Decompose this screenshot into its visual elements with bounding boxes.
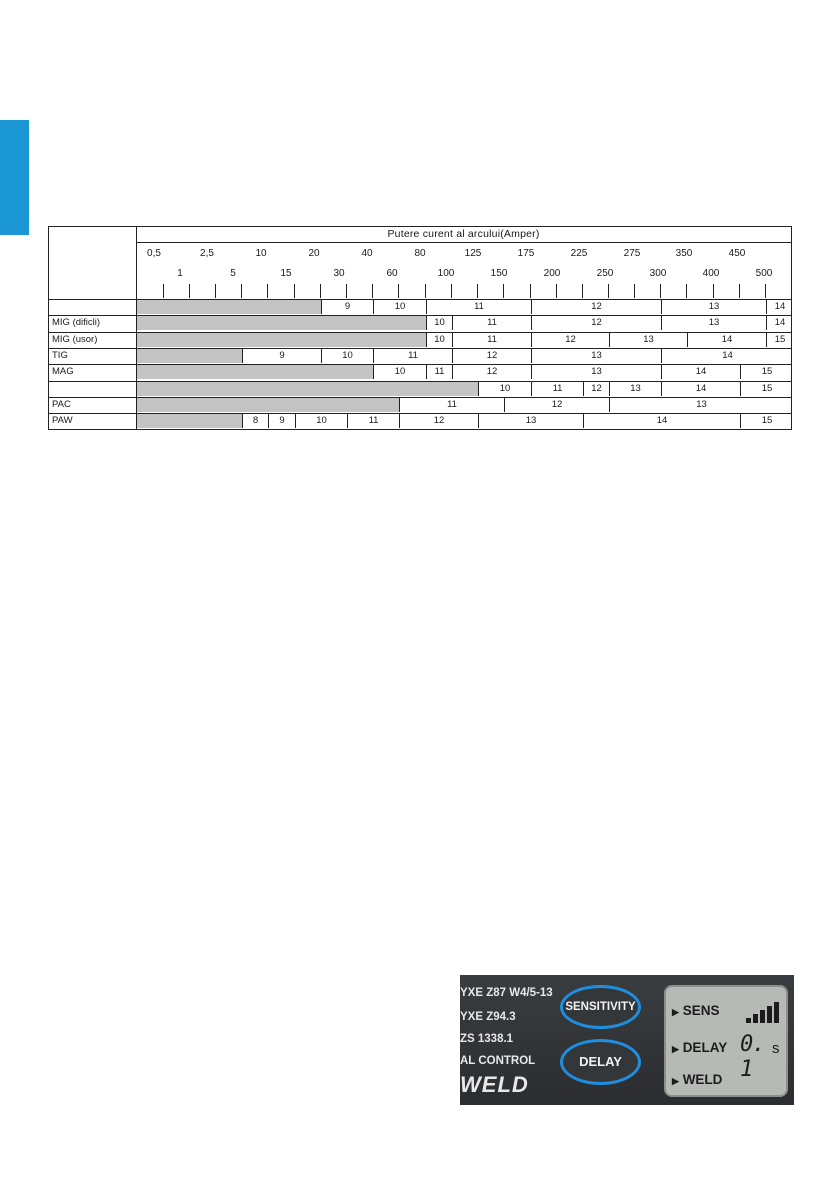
tick-mark	[503, 284, 504, 298]
shade-number-cell: 14	[766, 300, 793, 314]
shaded-not-applicable	[137, 365, 373, 379]
shade-number-cell: 11	[531, 382, 583, 396]
tick-label-upper: 125	[464, 248, 482, 259]
shaded-not-applicable	[137, 398, 399, 412]
standard-4: AL CONTROL	[460, 1055, 536, 1067]
tick-label-lower: 30	[333, 268, 345, 279]
tick-label-upper: 2,5	[200, 248, 214, 259]
shade-table	[48, 226, 792, 430]
shade-number-cell: 10	[426, 333, 452, 347]
tick-label-lower: 250	[596, 268, 614, 279]
shade-number-cell: 12	[531, 300, 661, 314]
row-label: TIG	[52, 349, 68, 361]
shade-number-cell: 14	[661, 349, 793, 363]
table-row	[49, 348, 791, 364]
shaded-not-applicable	[137, 316, 426, 330]
shade-number-cell: 10	[321, 349, 373, 363]
shade-number-cell: 13	[531, 365, 661, 379]
signal-bar	[774, 1002, 779, 1023]
shade-number-cell: 9	[242, 349, 321, 363]
tick-mark	[346, 284, 347, 298]
shade-number-cell: 12	[531, 316, 661, 330]
tick-label-upper: 275	[623, 248, 641, 259]
tick-mark	[215, 284, 216, 298]
shade-number-cell: 11	[426, 300, 531, 314]
shaded-not-applicable	[137, 414, 242, 428]
tick-label-lower: 5	[230, 268, 236, 279]
standard-1: YXE Z87 W4/5-13	[460, 987, 553, 999]
tick-mark	[556, 284, 557, 298]
table-row	[49, 397, 791, 413]
control-panel-photo	[460, 975, 794, 1105]
standard-3: ZS 1338.1	[460, 1033, 514, 1045]
shade-number-cell: 12	[452, 349, 531, 363]
tick-label-upper: 450	[728, 248, 746, 259]
shade-number-cell: 13	[661, 300, 766, 314]
shade-number-cell: 13	[531, 349, 661, 363]
shade-number-cell: 11	[373, 349, 452, 363]
shade-number-cell: 10	[295, 414, 347, 428]
marker-icon: ▶	[672, 1007, 679, 1017]
tick-label-lower: 500	[755, 268, 773, 279]
shade-number-cell: 14	[583, 414, 740, 428]
shade-number-cell: 11	[399, 398, 504, 412]
shade-number-cell: 13	[478, 414, 583, 428]
shade-number-cell: 14	[687, 333, 766, 347]
tick-mark	[451, 284, 452, 298]
shade-number-cell: 15	[740, 382, 793, 396]
shade-number-cell: 12	[583, 382, 609, 396]
tick-mark	[241, 284, 242, 298]
brand-logo: WELD	[460, 1072, 529, 1097]
tick-mark	[686, 284, 687, 298]
table-row	[49, 381, 791, 397]
tick-mark	[425, 284, 426, 298]
shade-number-cell: 10	[426, 316, 452, 330]
tick-label-upper: 10	[255, 248, 267, 259]
tick-label-upper: 80	[414, 248, 426, 259]
row-label: PAW	[52, 415, 73, 427]
sensitivity-bars-icon	[746, 1001, 786, 1023]
tick-label-lower: 1	[177, 268, 183, 279]
tick-mark	[765, 284, 766, 298]
tick-label-lower: 400	[702, 268, 720, 279]
shade-number-cell: 11	[452, 333, 531, 347]
marker-icon: ▶	[672, 1076, 679, 1086]
delay-button[interactable]: DELAY	[560, 1039, 641, 1085]
shade-number-cell: 13	[609, 382, 661, 396]
shade-number-cell: 11	[347, 414, 399, 428]
shade-number-cell: 11	[452, 316, 531, 330]
tick-label-lower: 15	[280, 268, 292, 279]
table-title: Putere curent al arcului(Amper)	[136, 227, 791, 243]
tick-label-upper: 350	[675, 248, 693, 259]
lcd-sens-label: SENS	[682, 1003, 720, 1018]
shade-number-cell: 9	[321, 300, 373, 314]
tick-label-upper: 0,5	[147, 248, 161, 259]
signal-bar	[746, 1018, 751, 1023]
tick-mark	[660, 284, 661, 298]
table-row	[49, 315, 791, 331]
shaded-not-applicable	[137, 333, 426, 347]
lcd-weld-label: WELD	[682, 1072, 723, 1087]
shade-number-cell: 14	[766, 316, 793, 330]
table-row	[49, 299, 791, 315]
tick-mark	[713, 284, 714, 298]
shade-number-cell: 9	[268, 414, 295, 428]
row-label: MAG	[52, 366, 74, 378]
lcd-display	[664, 985, 788, 1097]
tick-label-upper: 225	[570, 248, 588, 259]
lcd-delay-unit: s	[772, 1040, 780, 1057]
shade-number-cell: 10	[478, 382, 531, 396]
shade-number-cell: 12	[504, 398, 609, 412]
tick-mark	[372, 284, 373, 298]
tick-label-lower: 60	[386, 268, 398, 279]
shade-number-cell: 14	[661, 365, 740, 379]
tick-label-upper: 175	[517, 248, 535, 259]
shade-number-cell: 11	[426, 365, 452, 379]
standard-2: YXE Z94.3	[460, 1011, 516, 1023]
signal-bar	[767, 1006, 772, 1023]
table-header	[136, 227, 791, 299]
sensitivity-button[interactable]: SENSITIVITY	[560, 985, 641, 1029]
tick-label-lower: 100	[437, 268, 455, 279]
tick-label-lower: 300	[649, 268, 667, 279]
tick-mark	[530, 284, 531, 298]
tick-mark	[739, 284, 740, 298]
row-label: MIG (usor)	[52, 333, 98, 345]
tick-mark	[320, 284, 321, 298]
signal-bar	[760, 1010, 765, 1023]
section-tab	[0, 120, 29, 235]
shade-number-cell: 15	[740, 414, 793, 428]
shaded-not-applicable	[137, 349, 242, 363]
tick-mark	[189, 284, 190, 298]
table-row	[49, 364, 791, 380]
shade-number-cell: 13	[661, 316, 766, 330]
tick-mark	[582, 284, 583, 298]
row-label: PAC	[52, 398, 71, 410]
lcd-delay-value: 0. 1	[740, 1032, 765, 1082]
tick-mark	[267, 284, 268, 298]
shaded-not-applicable	[137, 300, 321, 314]
table-row	[49, 413, 791, 429]
shade-number-cell: 12	[452, 365, 531, 379]
shade-number-cell: 8	[242, 414, 268, 428]
shade-number-cell: 13	[609, 333, 687, 347]
shade-number-cell: 10	[373, 365, 426, 379]
tick-mark	[477, 284, 478, 298]
tick-mark	[398, 284, 399, 298]
tick-label-upper: 20	[308, 248, 320, 259]
row-label: MIG (dificli)	[52, 317, 101, 329]
shade-number-cell: 15	[766, 333, 793, 347]
shade-number-cell: 13	[609, 398, 793, 412]
tick-mark	[163, 284, 164, 298]
table-row	[49, 332, 791, 348]
shade-number-cell: 10	[373, 300, 426, 314]
shade-number-cell: 15	[740, 365, 793, 379]
shade-number-cell: 12	[399, 414, 478, 428]
shaded-not-applicable	[137, 382, 478, 396]
tick-label-upper: 40	[361, 248, 373, 259]
tick-mark	[634, 284, 635, 298]
signal-bar	[753, 1014, 758, 1023]
tick-label-lower: 150	[490, 268, 508, 279]
tick-mark	[294, 284, 295, 298]
shade-number-cell: 14	[661, 382, 740, 396]
tick-label-lower: 200	[543, 268, 561, 279]
lcd-delay-label: DELAY	[682, 1040, 728, 1055]
marker-icon: ▶	[672, 1044, 679, 1054]
shade-number-cell: 12	[531, 333, 609, 347]
tick-mark	[608, 284, 609, 298]
